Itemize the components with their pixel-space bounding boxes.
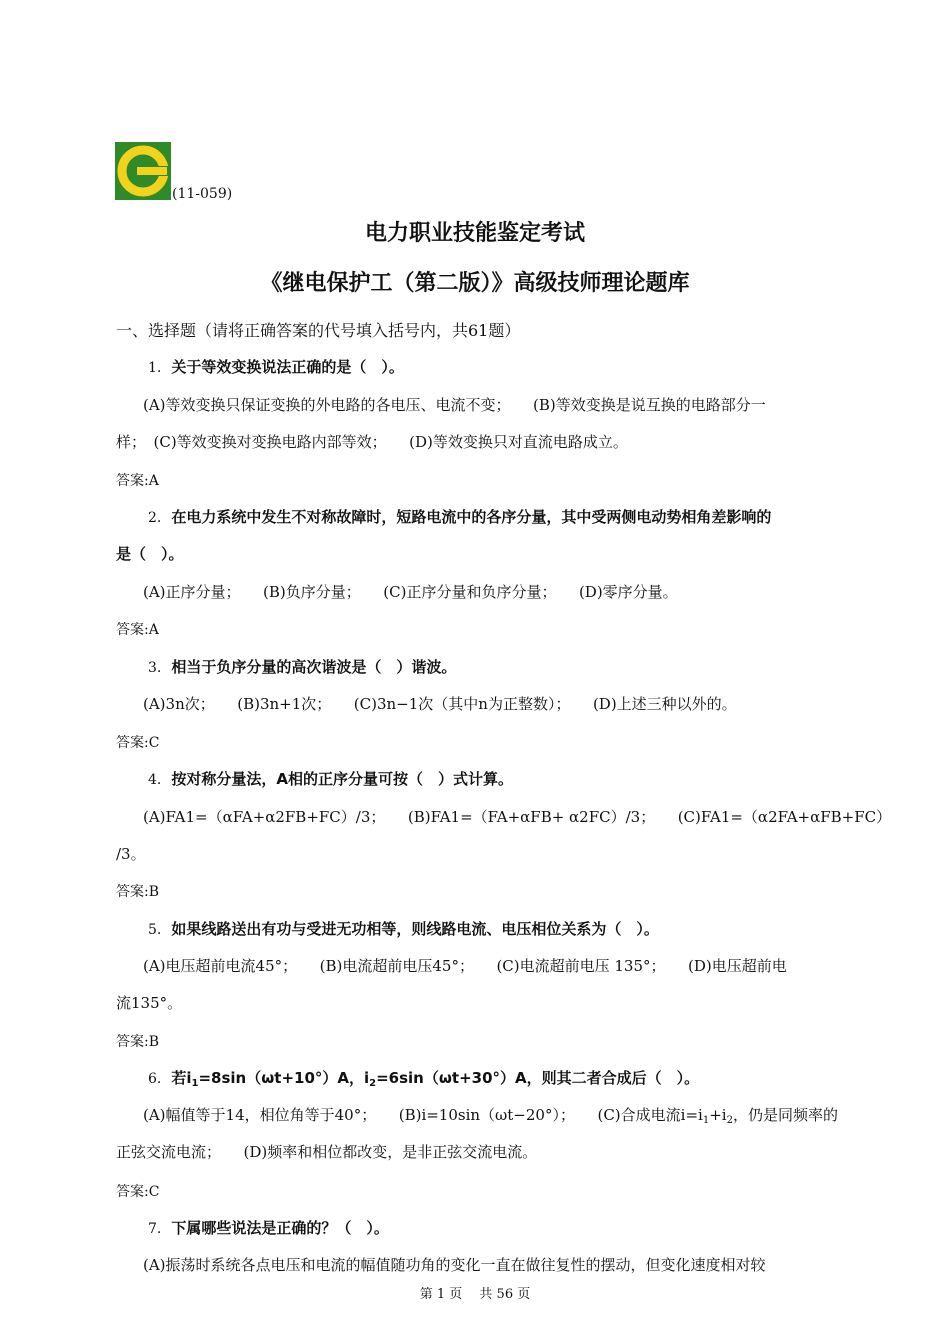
subscript: 1 bbox=[191, 1078, 199, 1089]
q5-options-line1: (A)电压超前电流45°； (B)电流超前电压45°； (C)电流超前电压 135°； (D)电压超前电 bbox=[143, 957, 787, 975]
q3-options-line1: (A)3n次； (B)3n+1次； (C)3n−1次（其中n为正整数）； (D)上述三种以外的。 bbox=[143, 695, 737, 713]
option-text: ，仍是同频率的 bbox=[732, 1106, 838, 1124]
question-1 bbox=[148, 356, 404, 377]
question-text: 关于等效变换说法正确的是（ ）。 bbox=[171, 358, 404, 376]
logo-c-icon bbox=[115, 142, 171, 200]
question-text: 在电力系统中发生不对称故障时，短路电流中的各序分量，其中受两侧电动势相角差影响的 bbox=[171, 508, 772, 526]
document-code: (11-059) bbox=[172, 186, 233, 202]
question-text-part: 若i bbox=[171, 1069, 192, 1087]
q1-answer: 答案:A bbox=[116, 473, 159, 489]
q6-answer: 答案:C bbox=[116, 1184, 160, 1200]
subscript: 2 bbox=[369, 1078, 377, 1089]
question-text: 下属哪些说法是正确的？（ ）。 bbox=[171, 1219, 389, 1237]
q6-options-line1 bbox=[143, 1104, 838, 1126]
question-number: 7. bbox=[148, 1221, 162, 1237]
subscript: 2 bbox=[726, 1115, 733, 1126]
option-text: (A)幅值等于14，相位角等于40°； (B)i=10sin（ωt−20°）； (C)合成电流i=i bbox=[143, 1106, 703, 1124]
q5-answer: 答案:B bbox=[116, 1034, 160, 1050]
question-6 bbox=[148, 1067, 699, 1089]
q2-options-line1: (A)正序分量； (B)负序分量； (C)正序分量和负序分量； (D)零序分量。 bbox=[143, 583, 678, 601]
question-number: 4. bbox=[148, 772, 162, 788]
section-heading: 一、选择题（请将正确答案的代号填入括号内，共61题） bbox=[116, 321, 521, 340]
question-2-line2: 是（ ）。 bbox=[116, 545, 184, 563]
question-number: 5. bbox=[148, 922, 162, 938]
question-number: 3. bbox=[148, 660, 162, 676]
question-7 bbox=[148, 1217, 389, 1238]
question-5 bbox=[148, 918, 659, 939]
q6-options-line2: 正弦交流电流； (D)频率和相位都改变，是非正弦交流电流。 bbox=[116, 1143, 538, 1161]
question-text-part: =6sin（ωt+30°）A，则其二者合成后（ ）。 bbox=[376, 1069, 700, 1087]
subscript: 1 bbox=[702, 1115, 710, 1126]
question-text-part: =8sin（ωt+10°）A，i bbox=[198, 1069, 370, 1087]
question-3 bbox=[148, 656, 456, 677]
q1-options-line2: 样； (C)等效变换对变换电路内部等效； (D)等效变换只对直流电路成立。 bbox=[116, 433, 628, 451]
q2-answer: 答案:A bbox=[116, 622, 159, 638]
q4-options-line1: (A)FA1=（αFA+α2FB+FC）/3； (B)FA1=（FA+αFB+ α2FC）/3； (C)FA1=（α2FA+αFB+FC） bbox=[143, 808, 892, 826]
question-number: 1. bbox=[148, 360, 162, 376]
q5-options-line2: 流135°。 bbox=[116, 994, 183, 1012]
logo-emblem bbox=[115, 142, 171, 200]
question-text: 按对称分量法，A相的正序分量可按（ ）式计算。 bbox=[171, 770, 513, 788]
q3-answer: 答案:C bbox=[116, 735, 160, 751]
question-2 bbox=[148, 506, 771, 527]
q1-options-line1: (A)等效变换只保证变换的外电路的各电压、电流不变； (B)等效变换是说互换的电路部分一 bbox=[143, 396, 766, 414]
page-subtitle: 《继电保护工（第二版）》高级技师理论题库 bbox=[260, 271, 690, 296]
question-text: 相当于负序分量的高次谐波是（ ）谐波。 bbox=[171, 658, 457, 676]
q4-options-line2: /3。 bbox=[116, 845, 146, 863]
page-footer: 第 1 页 共 56 页 bbox=[419, 1287, 531, 1302]
question-number: 6. bbox=[148, 1071, 162, 1087]
question-4 bbox=[148, 768, 513, 789]
option-text: +i bbox=[709, 1106, 727, 1124]
q4-answer: 答案:B bbox=[116, 884, 160, 900]
question-number: 2. bbox=[148, 510, 162, 526]
page-title: 电力职业技能鉴定考试 bbox=[364, 221, 585, 246]
question-text: 如果线路送出有功与受进无功相等，则线路电流、电压相位关系为（ ）。 bbox=[171, 920, 659, 938]
q7-options-line1: (A)振荡时系统各点电压和电流的幅值随功角的变化一直在做往复性的摆动，但变化速度相对较 bbox=[143, 1256, 766, 1274]
